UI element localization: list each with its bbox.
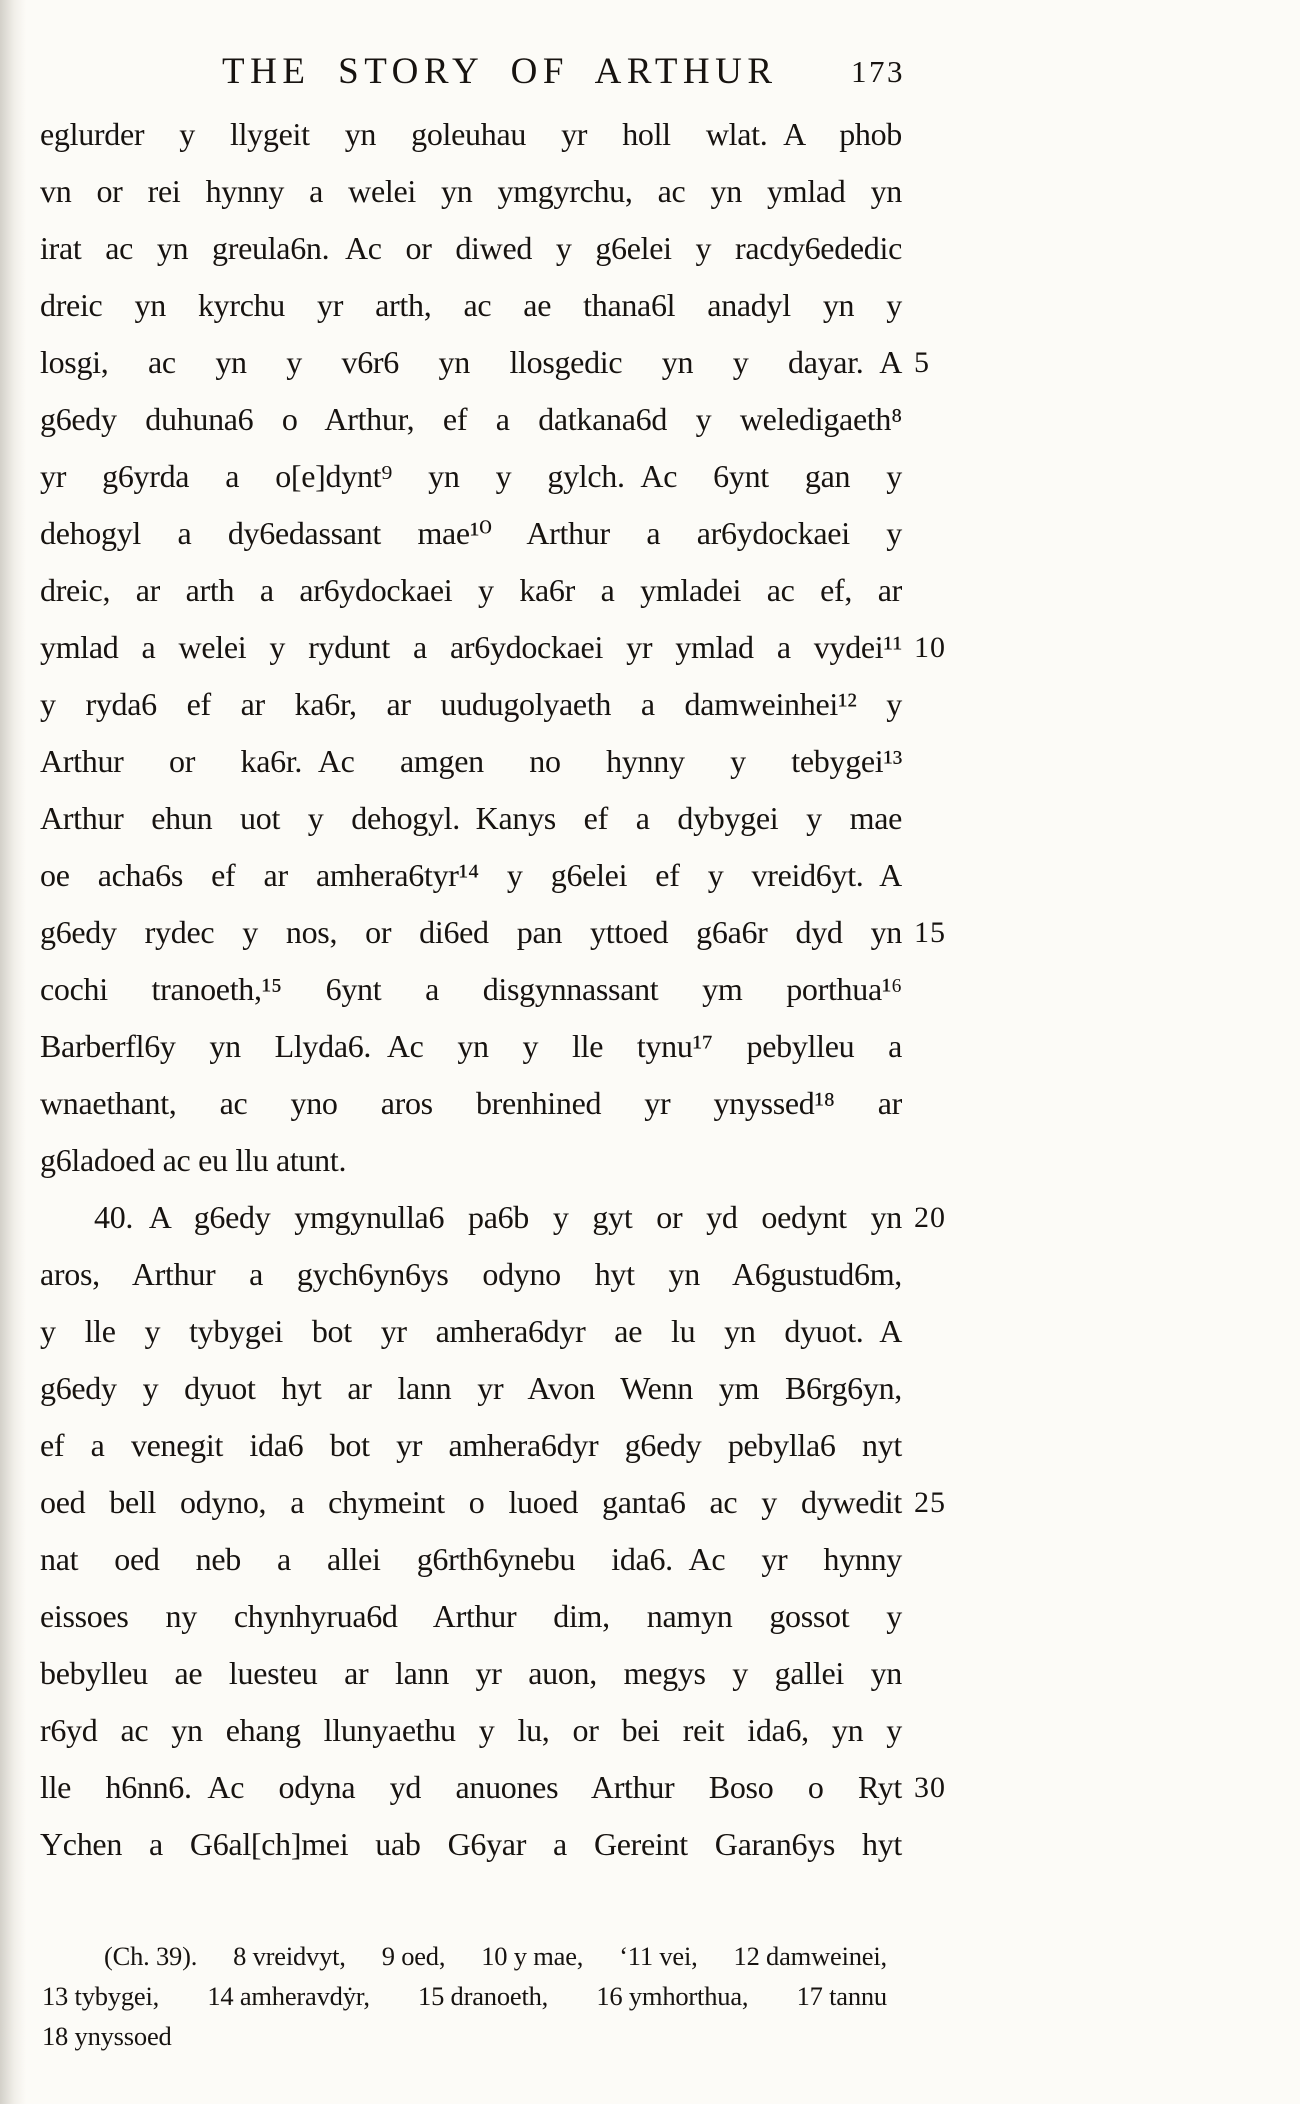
text-line-content: Arthur ehun uot y dehogyl. Kanys ef a dybygei y mae — [40, 800, 902, 836]
text-line-content: yr g6yrda a o[e]dynt⁹ yn y gylch. Ac 6ynt gan y — [40, 458, 902, 494]
text-line-content: ef a venegit ida6 bot yr amhera6dyr g6edy pebylla6 nyt — [40, 1427, 902, 1463]
text-line-content: lle h6nn6. Ac odyna yd anuones Arthur Boso o Ryt — [40, 1769, 902, 1805]
margin-line-number: 15 — [914, 916, 946, 949]
page-number: 173 — [851, 54, 905, 89]
footnote-entry: 18 ynyssoed — [42, 2021, 172, 2051]
text-line — [40, 733, 902, 790]
text-line-content: aros, Arthur a gych6yn6ys odyno hyt yn A6gustud6m, — [40, 1256, 902, 1292]
text-line — [40, 334, 930, 391]
text-line — [40, 1018, 902, 1075]
running-title: THE STORY OF ARTHUR — [222, 51, 778, 92]
text-line — [40, 1189, 946, 1246]
margin-line-number: 25 — [914, 1486, 946, 1519]
text-line-content: dreic yn kyrchu yr arth, ac ae thana6l anadyl yn y — [40, 287, 902, 323]
text-line-content: oe acha6s ef ar amhera6tyr¹⁴ y g6elei ef y vreid6yt. A — [40, 857, 902, 893]
text-line-content: 40. A g6edy ymgynulla6 pa6b y gyt or yd oedynt yn — [94, 1199, 902, 1235]
text-line-content: g6edy rydec y nos, or di6ed pan yttoed g6a6r dyd yn — [40, 914, 902, 950]
footnote-entry: (Ch. 39). — [104, 1941, 198, 1971]
text-line-content: dreic, ar arth a ar6ydockaei y ka6r a ymladei ac ef, ar — [40, 572, 902, 608]
footnote-line — [42, 1936, 887, 1976]
text-line — [40, 1075, 902, 1132]
footnotes — [42, 1936, 887, 2056]
text-line — [40, 220, 902, 277]
text-line — [40, 1531, 902, 1588]
text-line-content: y lle y tybygei bot yr amhera6dyr ae lu yn dyuot. A — [40, 1313, 902, 1349]
text-line-content: wnaethant, ac yno aros brenhined yr ynyssed¹⁸ ar — [40, 1085, 902, 1121]
text-line — [40, 1474, 946, 1531]
text-line-content: Barberfl6y yn Llyda6. Ac yn y lle tynu¹⁷ pebylleu a — [40, 1028, 902, 1064]
scan-left-edge — [0, 0, 26, 2104]
footnote-line — [42, 1976, 887, 2016]
footnote-entry: 16 ymhorthua, — [596, 1981, 749, 2011]
footnote-entry: 8 vreidvyt, — [233, 1941, 346, 1971]
text-line-content: ymlad a welei y rydunt a ar6ydockaei yr ymlad a vydei¹¹ — [40, 629, 902, 665]
text-line — [40, 391, 902, 448]
text-line-content: vn or rei hynny a welei yn ymgyrchu, ac yn ymlad yn — [40, 173, 902, 209]
text-line-content: oed bell odyno, a chymeint o luoed ganta6 ac y dywedit — [40, 1484, 902, 1520]
footnote-entry: 13 tybygei, — [42, 1981, 160, 2011]
text-line — [40, 1303, 902, 1360]
footnote-entry: 10 y mae, — [481, 1941, 584, 1971]
text-line-content: dehogyl a dy6edassant mae¹⁰ Arthur a ar6ydockaei y — [40, 515, 902, 551]
text-line — [40, 1816, 902, 1873]
text-line-content: eglurder y llygeit yn goleuhau yr holl wlat. A phob — [40, 116, 902, 152]
footnote-entry: 14 amheravdẏr, — [207, 1981, 370, 2011]
text-line-content: Arthur or ka6r. Ac amgen no hynny y tebygei¹³ — [40, 743, 902, 779]
text-line — [40, 1360, 902, 1417]
margin-line-number: 20 — [914, 1201, 946, 1234]
text-line-content: g6ladoed ac eu llu atunt. — [40, 1142, 347, 1178]
text-line-content: nat oed neb a allei g6rth6ynebu ida6. Ac yr hynny — [40, 1541, 902, 1577]
text-line — [40, 505, 902, 562]
footnote-line — [42, 2016, 887, 2056]
text-line — [40, 847, 902, 904]
text-line — [40, 961, 902, 1018]
margin-line-number: 10 — [914, 631, 946, 664]
text-line-content: g6edy y dyuot hyt ar lann yr Avon Wenn ym B6rg6yn, — [40, 1370, 902, 1406]
footnote-entry: 9 oed, — [381, 1941, 446, 1971]
text-line-content: eissoes ny chynhyrua6d Arthur dim, namyn gossot y — [40, 1598, 902, 1634]
text-line — [40, 1759, 946, 1816]
text-line — [40, 1645, 902, 1702]
footnote-entry: 17 tannu — [796, 1981, 887, 2011]
text-line — [40, 448, 902, 505]
footnote-entry: 12 damweinei, — [733, 1941, 887, 1971]
margin-line-number: 5 — [914, 346, 930, 379]
text-line — [40, 277, 902, 334]
text-line — [40, 790, 902, 847]
text-line — [40, 1246, 902, 1303]
footnote-entry: ‘11 vei, — [619, 1941, 698, 1971]
text-line-content: losgi, ac yn y v6r6 yn llosgedic yn y dayar. A — [40, 344, 902, 380]
text-line-content: irat ac yn greula6n. Ac or diwed y g6elei y racdy6ededic — [40, 230, 902, 266]
text-line-content: cochi tranoeth,¹⁵ 6ynt a disgynnassant ym porthua¹⁶ — [40, 971, 902, 1007]
text-line-content: r6yd ac yn ehang llunyaethu y lu, or bei reit ida6, yn y — [40, 1712, 902, 1748]
margin-line-number: 30 — [914, 1771, 946, 1804]
text-line — [40, 676, 902, 733]
text-line — [40, 1702, 902, 1759]
page-header — [0, 50, 1300, 102]
text-line — [40, 106, 902, 163]
text-line — [40, 904, 946, 961]
text-line-content: y ryda6 ef ar ka6r, ar uudugolyaeth a damweinhei¹² y — [40, 686, 902, 722]
text-line-content: bebylleu ae luesteu ar lann yr auon, megys y gallei yn — [40, 1655, 902, 1691]
text-line — [40, 562, 902, 619]
footnote-entry: 15 dranoeth, — [418, 1981, 549, 2011]
body-text — [40, 106, 946, 1873]
text-line — [40, 619, 946, 676]
text-line — [40, 1588, 902, 1645]
text-line-content: Ychen a G6al[ch]mei uab G6yar a Gereint Garan6ys hyt — [40, 1826, 902, 1862]
text-line — [40, 1417, 902, 1474]
text-line — [40, 163, 902, 220]
text-line-content: g6edy duhuna6 o Arthur, ef a datkana6d y weledigaeth⁸ — [40, 401, 902, 437]
text-line — [40, 1132, 902, 1189]
